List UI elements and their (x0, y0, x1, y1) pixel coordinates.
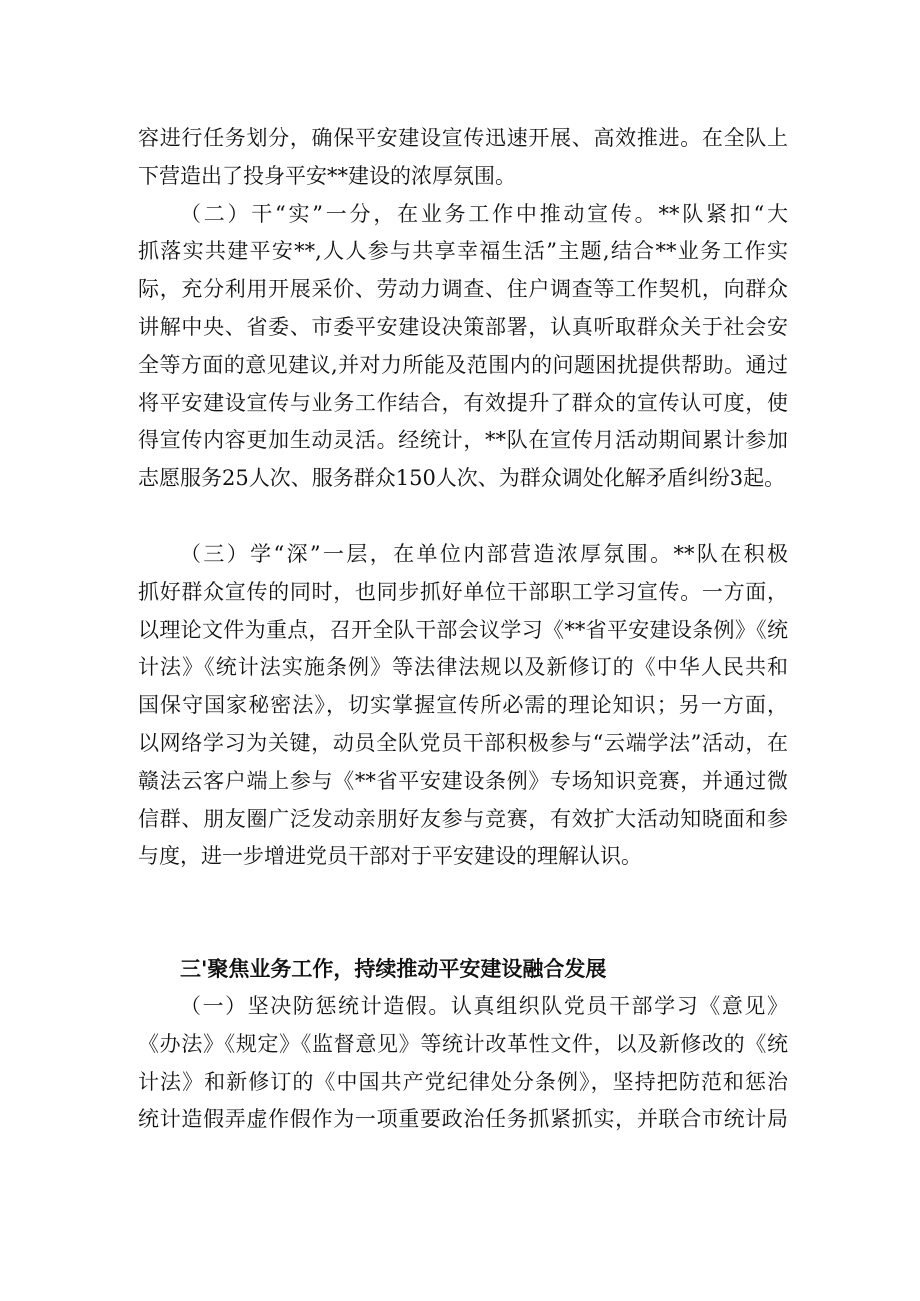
text-line: 讲解中央、省委、市委平安建设决策部署，认真听取群众关于社会安 (138, 314, 788, 339)
text-line: 计法》和新修订的《中国共产党纪律处分条例》，坚持把防范和惩治 (138, 1069, 788, 1094)
text-line: 赣法云客户端上参与《**省平安建设条例》专场知识竞赛，并通过微 (138, 768, 788, 793)
text-line: （三）学“深”一层，在单位内部营造浓厚氛围。**队在积极 (180, 542, 788, 566)
text-line: 际，充分利用开展采价、劳动力调查、住户调查等工作契机，向群众 (138, 277, 788, 302)
paragraph-section-3 (138, 536, 788, 876)
text-line: 将平安建设宣传与业务工作结合，有效提升了群众的宣传认可度，使 (138, 390, 788, 415)
paragraph-section-4 (138, 988, 788, 1139)
text-line: 得宣传内容更加生动灵活。经统计，**队在宣传月活动期间累计参加 (138, 428, 788, 453)
paragraph-continuation (138, 120, 788, 196)
text-line: 以网络学习为关键，动员全队党员干部积极参与“云端学法”活动，在 (138, 730, 788, 755)
text-line: 《办法》《规定》《监督意见》等统计改革性文件，以及新修改的《统 (138, 1031, 788, 1056)
text-line: 统计造假弄虚作假作为一项重要政治任务抓紧抓实，并联合市统计局 (138, 1107, 788, 1132)
text-line: 志愿服务25人次、服务群众150人次、为群众调处化解矛盾纠纷3起。 (138, 466, 786, 491)
text-line: 信群、朋友圈广泛发动亲朋好友参与竞赛，有效扩大活动知晓面和参 (138, 806, 788, 831)
text-line: 以理论文件为重点，召开全队干部会议学习《**省平安建设条例》《统 (138, 617, 788, 642)
text-line: 容进行任务划分，确保平安建设宣传迅速开展、高效推进。在全队上 (138, 126, 788, 150)
section-heading: 三'聚焦业务工作，持续推动平安建设融合发展 (180, 957, 607, 981)
text-line: 与度，进一步增进党员干部对于平安建设的理解认识。 (138, 844, 642, 869)
text-line: 全等方面的意见建议,并对力所能及范围内的问题困扰提供帮助。通过 (138, 352, 788, 377)
text-line: 下营造出了投身平安**建设的浓厚氛围。 (138, 163, 516, 188)
text-line: 计法》《统计法实施条例》等法律法规以及新修订的《中华人民共和 (138, 655, 788, 680)
paragraph-section-2 (138, 196, 788, 498)
text-line: 抓落实共建平安**,人人参与共享幸福生活”主题,结合**业务工作实 (138, 239, 788, 264)
text-line: 抓好群众宣传的同时，也同步抓好单位干部职工学习宣传。一方面， (138, 579, 788, 604)
text-line: 国保守国家秘密法》，切实掌握宣传所必需的理论知识；另一方面， (138, 693, 788, 718)
text-line: （一）坚决防惩统计造假。认真组织队党员干部学习《意见》 (180, 994, 788, 1018)
text-line: （二）干“实”一分，在业务工作中推动宣传。**队紧扣“大 (180, 201, 788, 226)
